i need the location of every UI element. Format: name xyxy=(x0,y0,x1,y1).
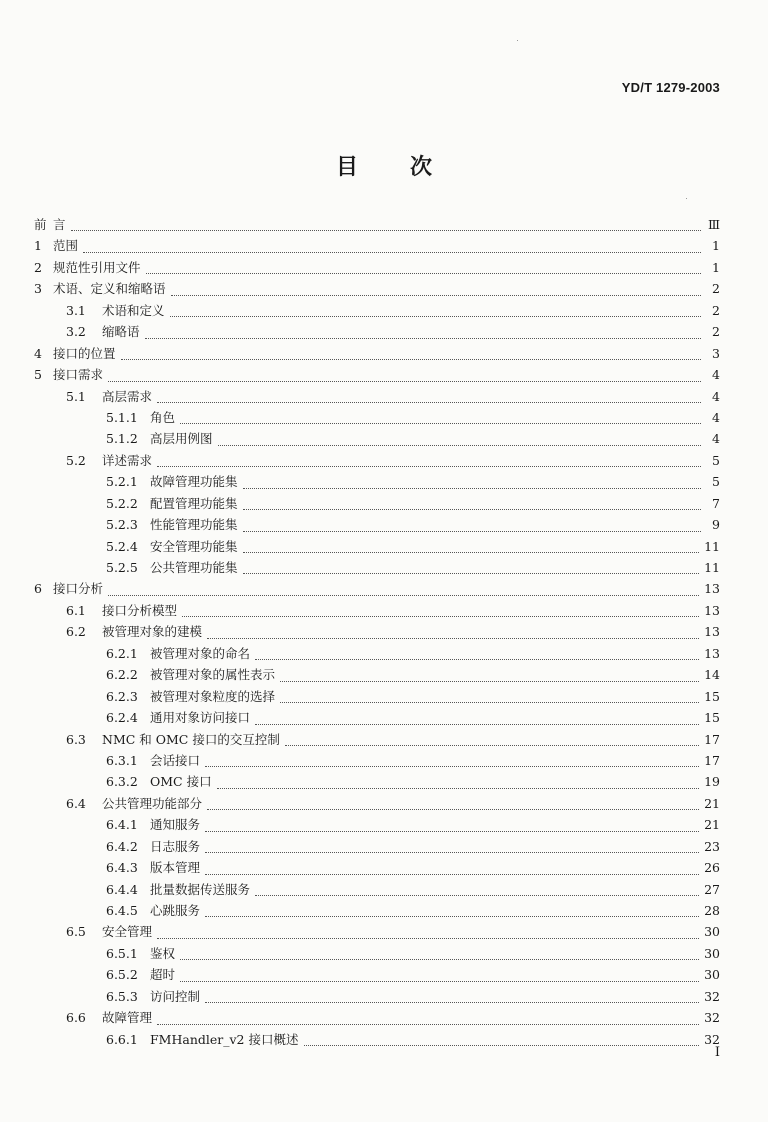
toc-entry-page: 32 xyxy=(704,988,720,1004)
dot-leader xyxy=(280,680,699,682)
toc-entry[interactable] xyxy=(34,1029,720,1050)
dot-leader xyxy=(182,615,699,617)
toc-entry-page: 15 xyxy=(704,688,720,704)
toc-entry[interactable] xyxy=(34,343,720,364)
toc-entry[interactable] xyxy=(34,621,720,642)
toc-entry-page: 32 xyxy=(704,1010,720,1026)
toc-entry-number: 5.2.2 xyxy=(106,495,138,511)
toc-entry-page: 23 xyxy=(704,838,720,854)
toc-entry-page: 4 xyxy=(712,388,720,404)
toc-entry[interactable] xyxy=(34,257,720,278)
dot-leader xyxy=(157,465,701,467)
toc-entry-page: 30 xyxy=(704,945,720,961)
dot-leader xyxy=(243,572,700,574)
dot-leader xyxy=(207,808,699,810)
toc-entry-page: 30 xyxy=(704,924,720,940)
dot-leader xyxy=(170,315,701,317)
toc-entry-title: 言 xyxy=(53,217,66,232)
toc-entry[interactable] xyxy=(34,557,720,578)
toc-entry-number: 6.4.5 xyxy=(106,903,138,918)
toc-entry-title: 接口分析模型 xyxy=(102,602,178,618)
toc-entry-title: 角色 xyxy=(150,409,176,425)
dot-leader xyxy=(207,637,699,639)
scan-speck xyxy=(686,198,687,199)
toc-entry-number: 6.4.2 xyxy=(106,838,138,854)
toc-entry[interactable] xyxy=(34,536,720,557)
toc-entry[interactable] xyxy=(34,686,720,707)
dot-leader xyxy=(180,980,699,982)
toc-entry-number: 6.5.3 xyxy=(106,988,138,1004)
dot-leader xyxy=(205,765,699,767)
toc-entry-title: NMC 和 OMC 接口的交互控制 xyxy=(102,731,280,747)
toc-entry-title: 术语、定义和缩略语 xyxy=(53,281,166,297)
toc-entry[interactable] xyxy=(34,386,720,407)
toc-entry-page: 17 xyxy=(704,731,720,747)
toc-entry[interactable] xyxy=(34,428,720,449)
toc-entry-number: 1 xyxy=(34,238,42,254)
toc-entry[interactable] xyxy=(34,321,720,342)
toc-entry-title: 详述需求 xyxy=(102,452,153,468)
dot-leader xyxy=(146,272,701,274)
toc-entry-title: 公共管理功能部分 xyxy=(102,795,203,811)
toc-entry[interactable] xyxy=(34,836,720,857)
toc-entry[interactable] xyxy=(34,578,720,599)
toc-entry[interactable] xyxy=(34,471,720,492)
toc-entry-page: 9 xyxy=(712,517,720,533)
toc-entry[interactable] xyxy=(34,900,720,921)
toc-entry-number: 6.2.1 xyxy=(106,645,138,661)
toc-entry-number: 6.4.1 xyxy=(106,817,138,833)
toc-entry-number: 5.1 xyxy=(66,388,86,404)
toc-entry[interactable] xyxy=(34,964,720,985)
toc-entry-number: 6.4 xyxy=(66,795,86,811)
toc-entry-number: 6 xyxy=(34,581,42,597)
table-of-contents xyxy=(34,214,720,1050)
toc-entry-title: 规范性引用文件 xyxy=(53,259,141,275)
toc-entry-number: 5.1.2 xyxy=(106,431,138,447)
toc-entry-number: 6.5.1 xyxy=(106,945,138,961)
toc-entry-page: 4 xyxy=(712,409,720,425)
toc-entry-number: 6.4.3 xyxy=(106,860,138,876)
toc-entry-page: 14 xyxy=(704,667,720,683)
page-title xyxy=(0,150,768,181)
dot-leader xyxy=(243,530,701,532)
toc-entry[interactable] xyxy=(34,493,720,514)
toc-entry[interactable] xyxy=(34,857,720,878)
title-char-1: 目 xyxy=(335,155,358,180)
toc-entry[interactable] xyxy=(34,1007,720,1028)
toc-entry-number: 5.2.4 xyxy=(106,538,138,554)
toc-entry-page: 21 xyxy=(704,817,720,833)
dot-leader xyxy=(121,358,701,360)
dot-leader xyxy=(157,401,701,403)
toc-entry-title: 心跳服务 xyxy=(150,903,201,918)
toc-entry[interactable] xyxy=(34,771,720,792)
dot-leader xyxy=(71,229,701,231)
toc-entry-number: 4 xyxy=(34,345,42,361)
toc-entry[interactable] xyxy=(34,235,720,256)
toc-entry-number: 6.3.2 xyxy=(106,774,138,790)
toc-entry[interactable] xyxy=(34,600,720,621)
dot-leader xyxy=(285,744,699,746)
toc-entry-page: 13 xyxy=(704,645,720,661)
toc-entry-page: 2 xyxy=(712,302,720,318)
toc-entry[interactable] xyxy=(34,707,720,728)
dot-leader xyxy=(205,915,699,917)
toc-entry-title: 术语和定义 xyxy=(102,302,165,318)
scan-speck xyxy=(517,40,518,41)
toc-entry-title: 接口的位置 xyxy=(53,345,116,361)
toc-entry-title: 安全管理功能集 xyxy=(150,538,238,554)
toc-entry[interactable] xyxy=(34,407,720,428)
toc-entry-page: 32 xyxy=(704,1031,720,1047)
toc-entry[interactable] xyxy=(34,943,720,964)
toc-entry[interactable] xyxy=(34,300,720,321)
toc-entry-number: 6.1 xyxy=(66,602,86,618)
toc-entry[interactable] xyxy=(34,814,720,835)
toc-entry-number: 6.5.2 xyxy=(106,967,138,983)
toc-entry-page: 7 xyxy=(712,495,720,511)
toc-entry-title: 访问控制 xyxy=(150,988,201,1004)
dot-leader xyxy=(108,380,701,382)
toc-entry[interactable] xyxy=(34,793,720,814)
toc-entry-page: 13 xyxy=(704,602,720,618)
toc-entry-title: 鉴权 xyxy=(150,945,176,961)
toc-entry-number: 6.2.2 xyxy=(106,667,138,683)
toc-entry-page: 19 xyxy=(704,774,720,790)
toc-entry-number: 6.2.4 xyxy=(106,710,138,726)
dot-leader xyxy=(255,658,699,660)
dot-leader xyxy=(304,1044,700,1046)
toc-entry-number: 3 xyxy=(34,281,42,297)
toc-entry-number: 5.1.1 xyxy=(106,409,138,425)
toc-entry-title: FMHandler_v2 接口概述 xyxy=(150,1031,299,1047)
toc-entry[interactable] xyxy=(34,450,720,471)
toc-entry-page: 21 xyxy=(704,795,720,811)
toc-entry[interactable] xyxy=(34,643,720,664)
toc-entry-number: 6.3.1 xyxy=(106,752,138,768)
toc-entry[interactable] xyxy=(34,278,720,299)
dot-leader xyxy=(205,830,699,832)
toc-entry-number: 5 xyxy=(34,367,42,383)
toc-entry-page: 11 xyxy=(704,560,720,575)
toc-entry-title: 被管理对象的属性表示 xyxy=(150,667,276,683)
toc-entry-page: 2 xyxy=(712,324,720,340)
toc-entry-number: 6.4.4 xyxy=(106,881,138,897)
toc-entry-page: 2 xyxy=(712,281,720,297)
toc-entry-number: 6.5 xyxy=(66,924,86,940)
dot-leader xyxy=(255,723,699,725)
toc-entry-title: 被管理对象粒度的选择 xyxy=(150,688,276,704)
toc-entry-title: 范围 xyxy=(53,238,79,254)
toc-entry[interactable] xyxy=(34,729,720,750)
toc-entry-number: 6.2 xyxy=(66,624,86,640)
toc-entry-page: 27 xyxy=(704,881,720,897)
toc-entry-page: 1 xyxy=(712,238,720,254)
dot-leader xyxy=(108,594,699,596)
toc-entry-page: 4 xyxy=(712,367,720,383)
toc-entry-title: 故障管理 xyxy=(102,1010,153,1026)
toc-entry-title: 故障管理功能集 xyxy=(150,474,238,490)
dot-leader xyxy=(205,1001,699,1003)
dot-leader xyxy=(255,894,699,896)
dot-leader xyxy=(243,487,701,489)
toc-entry-title: 接口分析 xyxy=(53,581,104,597)
toc-entry-page: 28 xyxy=(704,903,720,918)
toc-entry-number: 6.6 xyxy=(66,1010,86,1026)
toc-entry-number: 3.1 xyxy=(66,302,86,318)
toc-entry-title: 被管理对象的建模 xyxy=(102,624,203,640)
dot-leader xyxy=(280,701,699,703)
dot-leader xyxy=(180,422,701,424)
toc-entry-page: 30 xyxy=(704,967,720,983)
toc-entry-title: 缩略语 xyxy=(102,324,140,340)
toc-entry-title: 通知服务 xyxy=(150,817,201,833)
toc-entry-title: 公共管理功能集 xyxy=(150,560,238,575)
toc-entry-title: 被管理对象的命名 xyxy=(150,645,251,661)
toc-entry-title: 会话接口 xyxy=(150,752,201,768)
toc-entry-title: 版本管理 xyxy=(150,860,201,876)
toc-entry-title: 安全管理 xyxy=(102,924,153,940)
toc-entry-page: 5 xyxy=(712,452,720,468)
dot-leader xyxy=(218,444,701,446)
toc-entry-number: 3.2 xyxy=(66,324,86,340)
toc-entry-title: 高层需求 xyxy=(102,388,153,404)
page-number: I xyxy=(714,1045,720,1060)
toc-entry-page: 4 xyxy=(712,431,720,447)
toc-entry-page: 13 xyxy=(704,581,720,597)
toc-entry-page: 17 xyxy=(704,752,720,768)
toc-entry[interactable] xyxy=(34,514,720,535)
toc-entry-title: 通用对象访问接口 xyxy=(150,710,251,726)
toc-entry-page: 1 xyxy=(712,259,720,275)
dot-leader xyxy=(171,294,701,296)
toc-entry[interactable] xyxy=(34,879,720,900)
title-char-2: 次 xyxy=(410,155,433,180)
dot-leader xyxy=(145,337,701,339)
toc-entry-page: 13 xyxy=(704,624,720,640)
toc-entry-page: 15 xyxy=(704,710,720,726)
toc-entry[interactable] xyxy=(34,986,720,1007)
toc-entry-title: 性能管理功能集 xyxy=(150,517,238,533)
toc-entry[interactable] xyxy=(34,214,720,235)
dot-leader xyxy=(217,787,700,789)
document-number: YD/T 1279-2003 xyxy=(621,80,720,95)
dot-leader xyxy=(180,958,699,960)
toc-entry-number: 5.2.1 xyxy=(106,474,138,490)
dot-leader xyxy=(205,873,699,875)
toc-entry-page: Ⅲ xyxy=(707,217,720,232)
toc-entry-number: 6.3 xyxy=(66,731,86,747)
toc-entry-title: 日志服务 xyxy=(150,838,201,854)
toc-entry[interactable] xyxy=(34,750,720,771)
dot-leader xyxy=(83,251,701,253)
toc-entry-title: OMC 接口 xyxy=(150,774,212,790)
dot-leader xyxy=(205,851,699,853)
toc-entry-page: 26 xyxy=(704,860,720,876)
toc-entry-title: 超时 xyxy=(150,967,176,983)
toc-entry-title: 批量数据传送服务 xyxy=(150,881,251,897)
toc-entry-number: 2 xyxy=(34,259,42,275)
dot-leader xyxy=(157,937,699,939)
toc-entry[interactable] xyxy=(34,921,720,942)
toc-entry-number: 前 xyxy=(34,217,47,232)
dot-leader xyxy=(157,1023,699,1025)
toc-entry-number: 5.2 xyxy=(66,452,86,468)
toc-entry-title: 接口需求 xyxy=(53,367,104,383)
toc-entry-number: 5.2.5 xyxy=(106,560,138,575)
dot-leader xyxy=(243,551,700,553)
toc-entry-page: 11 xyxy=(704,538,720,554)
toc-entry-number: 5.2.3 xyxy=(106,517,138,533)
toc-entry-number: 6.6.1 xyxy=(106,1031,138,1047)
toc-entry[interactable] xyxy=(34,664,720,685)
toc-entry-title: 配置管理功能集 xyxy=(150,495,238,511)
toc-entry-page: 3 xyxy=(712,345,720,361)
dot-leader xyxy=(243,508,701,510)
toc-entry-number: 6.2.3 xyxy=(106,688,138,704)
toc-entry-page: 5 xyxy=(712,474,720,490)
toc-entry-title: 高层用例图 xyxy=(150,431,213,447)
toc-entry[interactable] xyxy=(34,364,720,385)
